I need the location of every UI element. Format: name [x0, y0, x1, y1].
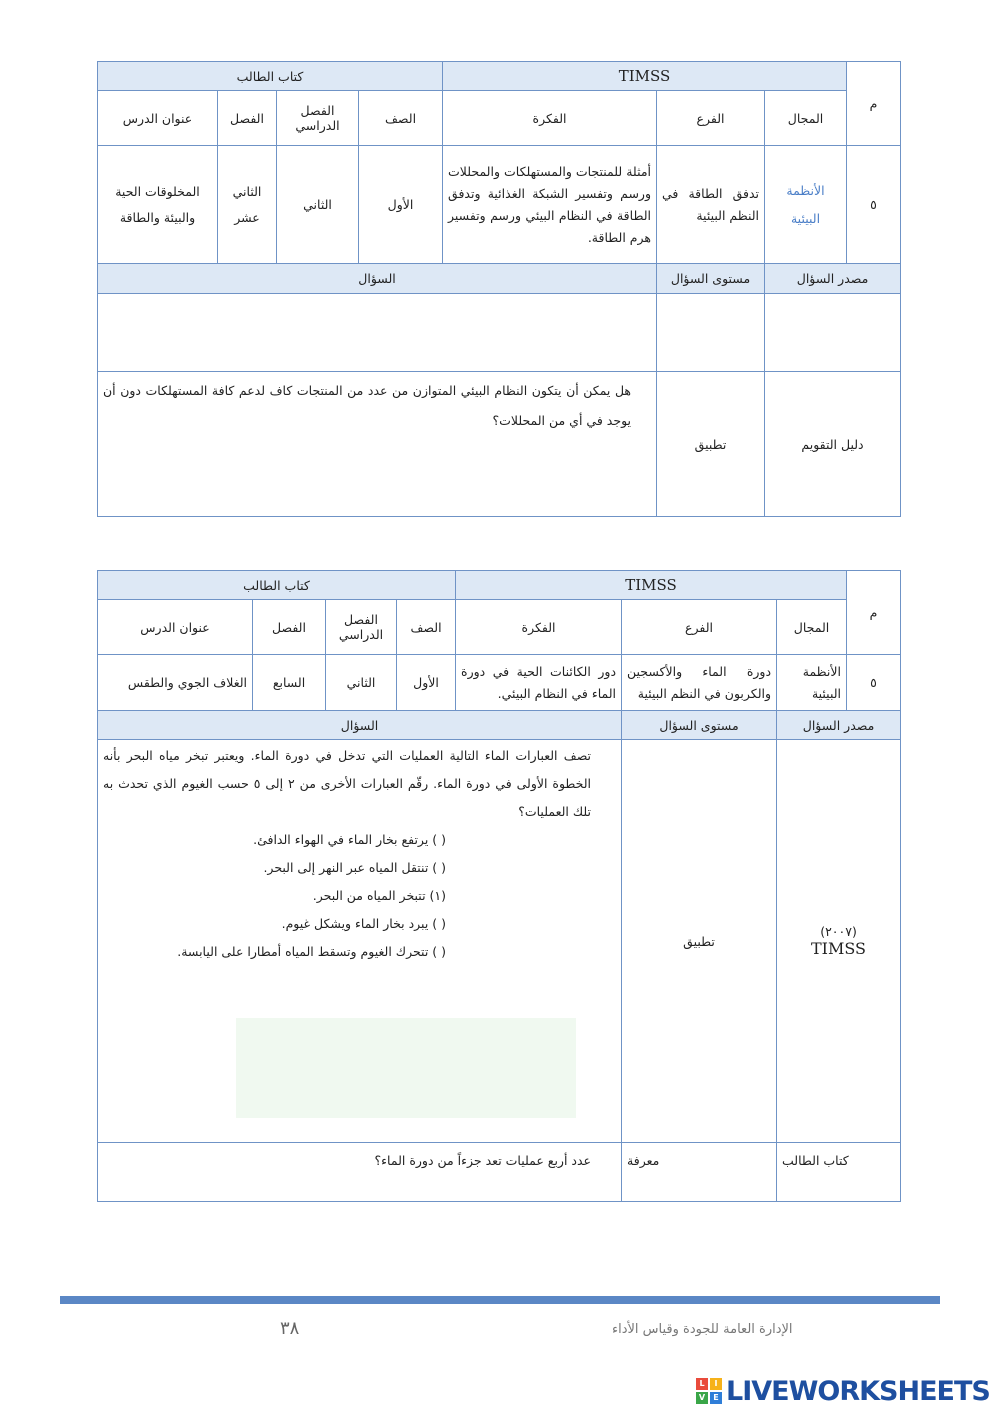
col-grade-header: الصف: [359, 91, 443, 146]
col-semester-header: الفصل الدراسي: [326, 600, 397, 655]
book-header: كتاب الطالب: [98, 62, 443, 91]
answer-area[interactable]: [236, 1018, 576, 1118]
idea-cell: دور الكائنات الحية في دورة الماء في النظام البيئي.: [456, 655, 622, 711]
lesson-cell: المخلوقات الحية والبيئة والطاقة: [98, 146, 218, 264]
empty-source-cell: [765, 294, 901, 372]
col-lesson-header: عنوان الدرس: [98, 600, 253, 655]
timss-source-name: TIMSS: [811, 939, 867, 958]
book-question-cell: عدد أربع عمليات تعد جزءاً من دورة الماء؟: [98, 1143, 622, 1202]
timss-level-cell: تطبيق: [622, 740, 777, 1143]
logo-blocks-icon: [696, 1378, 722, 1404]
eval-question-cell: [98, 372, 657, 517]
page-number: ٣٨: [280, 1318, 300, 1339]
chapter-cell: الثاني عشر: [218, 146, 277, 264]
num-header: م: [847, 571, 901, 655]
eval-question-text: هل يمكن أن يتكون النظام البيئي المتوازن من عدد من المنتجات كاف لدعم كافة المستهلكات دون أن يوجد في أي من المحللات؟: [103, 383, 632, 428]
option-3: (١) تتبخر المياه من البحر.: [312, 888, 447, 903]
timss-source-year: (٢٠٠٧): [820, 924, 857, 939]
num-header: م: [847, 62, 901, 146]
empty-question-cell: [98, 294, 657, 372]
option-1: ( ) يرتفع بخار الماء في الهواء الدافئ.: [253, 832, 447, 847]
domain-cell: الأنظمة البيئية: [765, 146, 847, 264]
grade-cell: الأول: [397, 655, 456, 711]
timss-question-text: تصف العبارات الماء التالية العمليات التي تدخل في دورة الماء. ويعتبر تبخر مياه البحر بأنه الخطوة الأولى في دورة الماء. رقّم العبارات الأخرى من ٢ إلى ٥ حسب الغيوم الذي تحدث به تلك العمليات؟: [103, 748, 592, 819]
curriculum-table-1: [97, 61, 901, 517]
source-header: مصدر السؤال: [765, 264, 901, 294]
timss-header: TIMSS: [456, 571, 847, 600]
eval-level-cell: تطبيق: [657, 372, 765, 517]
col-branch-header: الفرع: [622, 600, 777, 655]
col-semester-header: الفصل الدراسي: [277, 91, 359, 146]
option-5: ( ) تتحرك الغيوم وتسقط المياه أمطارا على اليابسة.: [177, 944, 447, 959]
logo-block-v: V: [696, 1392, 708, 1404]
semester-cell: الثاني: [326, 655, 397, 711]
col-chapter-header: الفصل: [253, 600, 326, 655]
question-header: السؤال: [98, 711, 622, 740]
col-lesson-header: عنوان الدرس: [98, 91, 218, 146]
question-header: السؤال: [98, 264, 657, 294]
row-number: ٥: [847, 655, 901, 711]
domain-cell: الأنظمة البيئية: [777, 655, 847, 711]
idea-cell: أمثلة للمنتجات والمستهلكات والمحللات ورسم وتفسير الشبكة الغذائية وتدفق الطاقة في النظام البيئي ورسم وتفسير هرم الطاقة.: [443, 146, 657, 264]
branch-cell: دورة الماء والأكسجين والكربون في النظم البيئية: [622, 655, 777, 711]
col-domain-header: المجال: [765, 91, 847, 146]
eval-source-cell: دليل التقويم: [765, 372, 901, 517]
grade-cell: الأول: [359, 146, 443, 264]
option-4: ( ) يبرد بخار الماء ويشكل غيوم.: [281, 916, 447, 931]
semester-cell: الثاني: [277, 146, 359, 264]
organization-name: الإدارة العامة للجودة وقياس الأداء: [612, 1322, 793, 1337]
timss-source-cell: [777, 740, 901, 1143]
source-header: مصدر السؤال: [777, 711, 901, 740]
branch-cell: تدفق الطاقة في النظم البيئية: [657, 146, 765, 264]
level-header: مستوى السؤال: [622, 711, 777, 740]
lesson-cell: الغلاف الجوي والطقس: [98, 655, 253, 711]
logo-block-l: L: [696, 1378, 708, 1390]
liveworksheets-logo: [696, 1376, 990, 1406]
col-domain-header: المجال: [777, 600, 847, 655]
row-number: ٥: [847, 146, 901, 264]
book-level-cell: معرفة: [622, 1143, 777, 1202]
logo-block-i: I: [710, 1378, 722, 1390]
col-chapter-header: الفصل: [218, 91, 277, 146]
level-header: مستوى السؤال: [657, 264, 765, 294]
logo-block-e: E: [710, 1392, 722, 1404]
book-header: كتاب الطالب: [98, 571, 456, 600]
col-idea-header: الفكرة: [456, 600, 622, 655]
logo-text: LIVEWORKSHEETS: [726, 1375, 990, 1407]
col-grade-header: الصف: [397, 600, 456, 655]
empty-level-cell: [657, 294, 765, 372]
footer-bar: [60, 1296, 940, 1304]
timss-header: TIMSS: [443, 62, 847, 91]
option-2: ( ) تنتقل المياه عبر النهر إلى البحر.: [263, 860, 447, 875]
chapter-cell: السابع: [253, 655, 326, 711]
col-branch-header: الفرع: [657, 91, 765, 146]
col-idea-header: الفكرة: [443, 91, 657, 146]
book-source-cell: كتاب الطالب: [777, 1143, 901, 1202]
